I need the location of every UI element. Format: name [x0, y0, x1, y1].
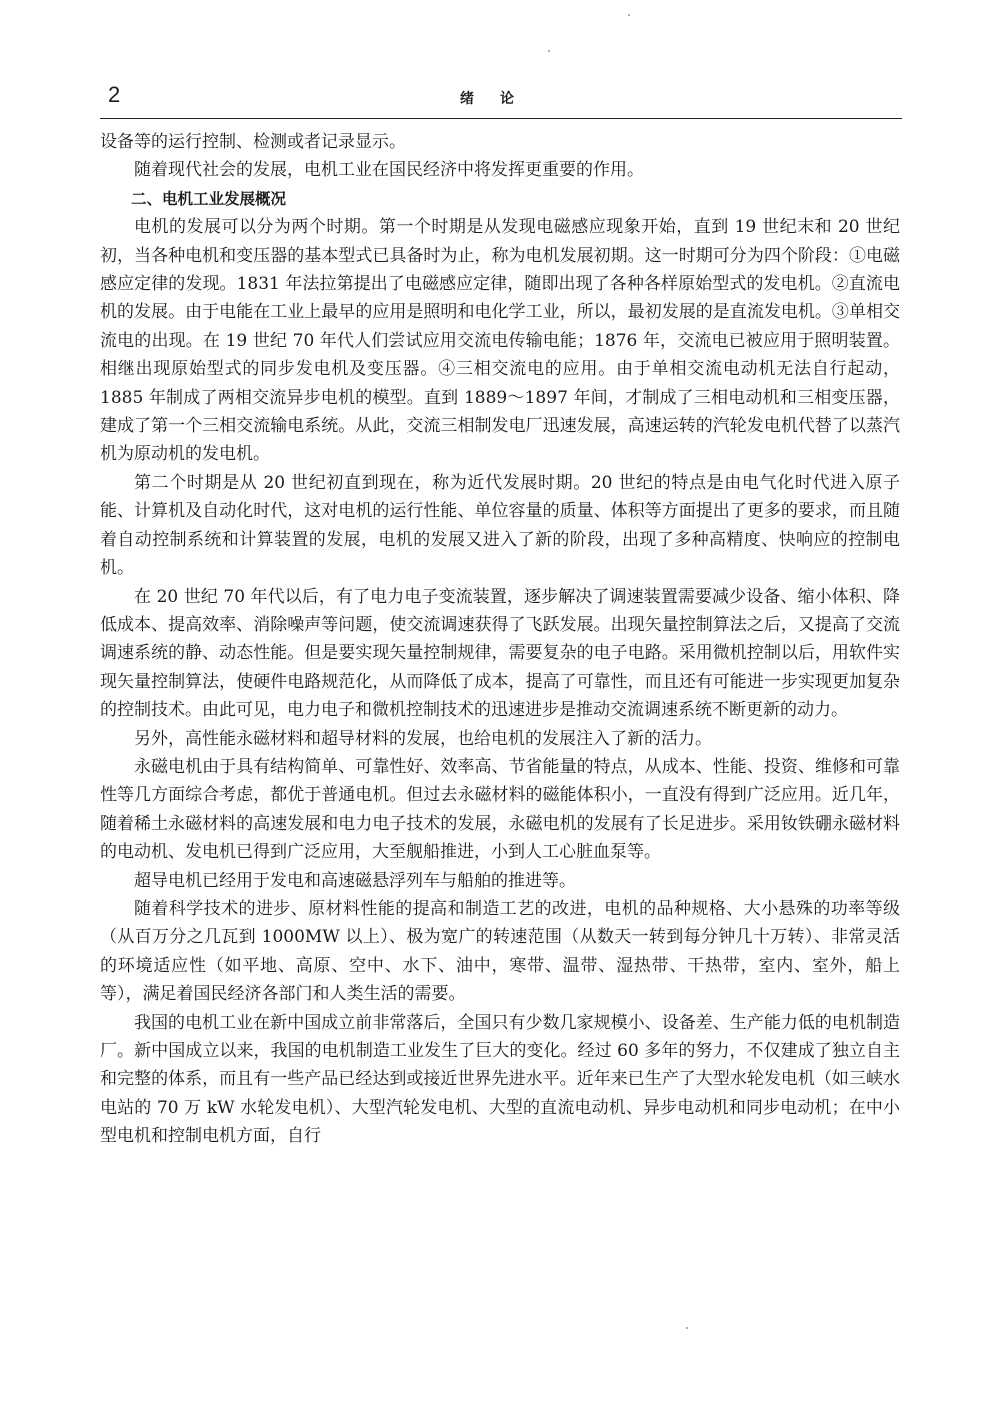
paragraph: 在 20 世纪 70 年代以后，有了电力电子变流装置，逐步解决了调速装置需要减少设备、缩小体积、降低成本、提高效率、消除噪声等问题，使交流调速获得了飞跃发展。出现矢量控制算法之后，又提高了交流调速系统的静、动态性能。但是要实现矢量控制规律，需要复杂的电子电路。采用微机控制以后，用软件实现矢量控制算法，使硬件电路规范化，从而降低了成本，提高了可靠性，而且还有可能进一步实现更加复杂的控制技术。由此可见，电力电子和微机控制技术的迅速进步是推动交流调速系统不断更新的动力。 — [100, 586, 900, 721]
page-number: 2 — [108, 82, 121, 107]
paragraph: 第二个时期是从 20 世纪初直到现在，称为近代发展时期。20 世纪的特点是由电气化时代进入原子能、计算机及自动化时代，这对电机的运行性能、单位容量的质量、体积等方面提出了更多的要求，而且随着自动控制系统和计算装置的发展，电机的发展又进入了新的阶段，出现了多种高精度、快响应的控制电机。 — [100, 472, 900, 579]
paragraph: 设备等的运行控制、检测或者记录显示。 — [100, 132, 406, 152]
header-rule — [100, 118, 902, 119]
scan-speck — [548, 50, 550, 52]
paragraph: 超导电机已经用于发电和高速磁悬浮列车与船舶的推进等。 — [134, 870, 576, 891]
paragraph: 永磁电机由于具有结构简单、可靠性好、效率高、节省能量的特点，从成本、性能、投资、维修和可靠性等几方面综合考虑，都优于普通电机。但过去永磁材料的磁能体积小，一直没有得到广泛应用。近几年，随着稀土永磁材料的高速发展和电力电子技术的发展，永磁电机的发展有了长足进步。采用钕铁硼永磁材料的电动机、发电机已得到广泛应用，大至舰船推进，小到人工心脏血泵等。 — [100, 756, 900, 863]
paragraph: 电机的发展可以分为两个时期。第一个时期是从发现电磁感应现象开始，直到 19 世纪末和 20 世纪初，当各种电机和变压器的基本型式已具备时为止，称为电机发展初期。这一时期可分为四个阶段：①电磁感应定律的发现。1831 年法拉第提出了电磁感应定律，随即出现了各种各样原始型式的发电机。②直流电机的发展。由于电能在工业上最早的应用是照明和电化学工业，所以，最初发展的是直流发电机。③单相交流电的出现。在 19 世纪 70 年代人们尝试应用交流电传输电能；1876 年，交流电已被应用于照明装置。相继出现原始型式的同步发电机及变压器。④三相交流电的应用。由于单相交流电动机无法自行起动，1885 年制成了两相交流异步电机的模型。直到 1889～1897 年间，才制成了三相电动机和三相变压器，建成了第一个三相交流输电系统。从此，交流三相制发电厂迅速发展，高速运转的汽轮发电机代替了以蒸汽机为原动机的发电机。 — [100, 217, 900, 465]
body-text — [100, 128, 900, 1151]
paragraph: 我国的电机工业在新中国成立前非常落后，全国只有少数几家规模小、设备差、生产能力低的电机制造厂。新中国成立以来，我国的电机制造工业发生了巨大的变化。经过 60 多年的努力，不仅建成了独立自主和完整的体系，而且有一些产品已经达到或接近世界先进水平。近年来已生产了大型水轮发电机（如三峡水电站的 70 万 kW 水轮发电机）、大型汽轮发电机、大型的直流电动机、异步电动机和同步电动机；在中小型电机和控制电机方面，自行 — [100, 1012, 900, 1147]
paragraph: 随着科学技术的进步、原材料性能的提高和制造工艺的改进，电机的品种规格、大小悬殊的功率等级（从百万分之几瓦到 1000MW 以上）、极为宽广的转速范围（从数天一转到每分钟几十万转）、非常灵活的环境适应性（如平地、高原、空中、水下、油中，寒带、温带、湿热带、干热带，室内、室外，船上等），满足着国民经济各部门和人类生活的需要。 — [100, 898, 900, 1005]
page-header — [100, 80, 900, 114]
scan-speck — [686, 1327, 688, 1329]
running-title: 绪论 — [460, 91, 540, 107]
paragraph: 随着现代社会的发展，电机工业在国民经济中将发挥更重要的作用。 — [134, 160, 644, 181]
paragraph: 另外，高性能永磁材料和超导材料的发展，也给电机的发展注入了新的活力。 — [134, 728, 712, 749]
section-heading: 二、电机工业发展概况 — [131, 189, 287, 208]
scan-speck — [628, 14, 630, 16]
